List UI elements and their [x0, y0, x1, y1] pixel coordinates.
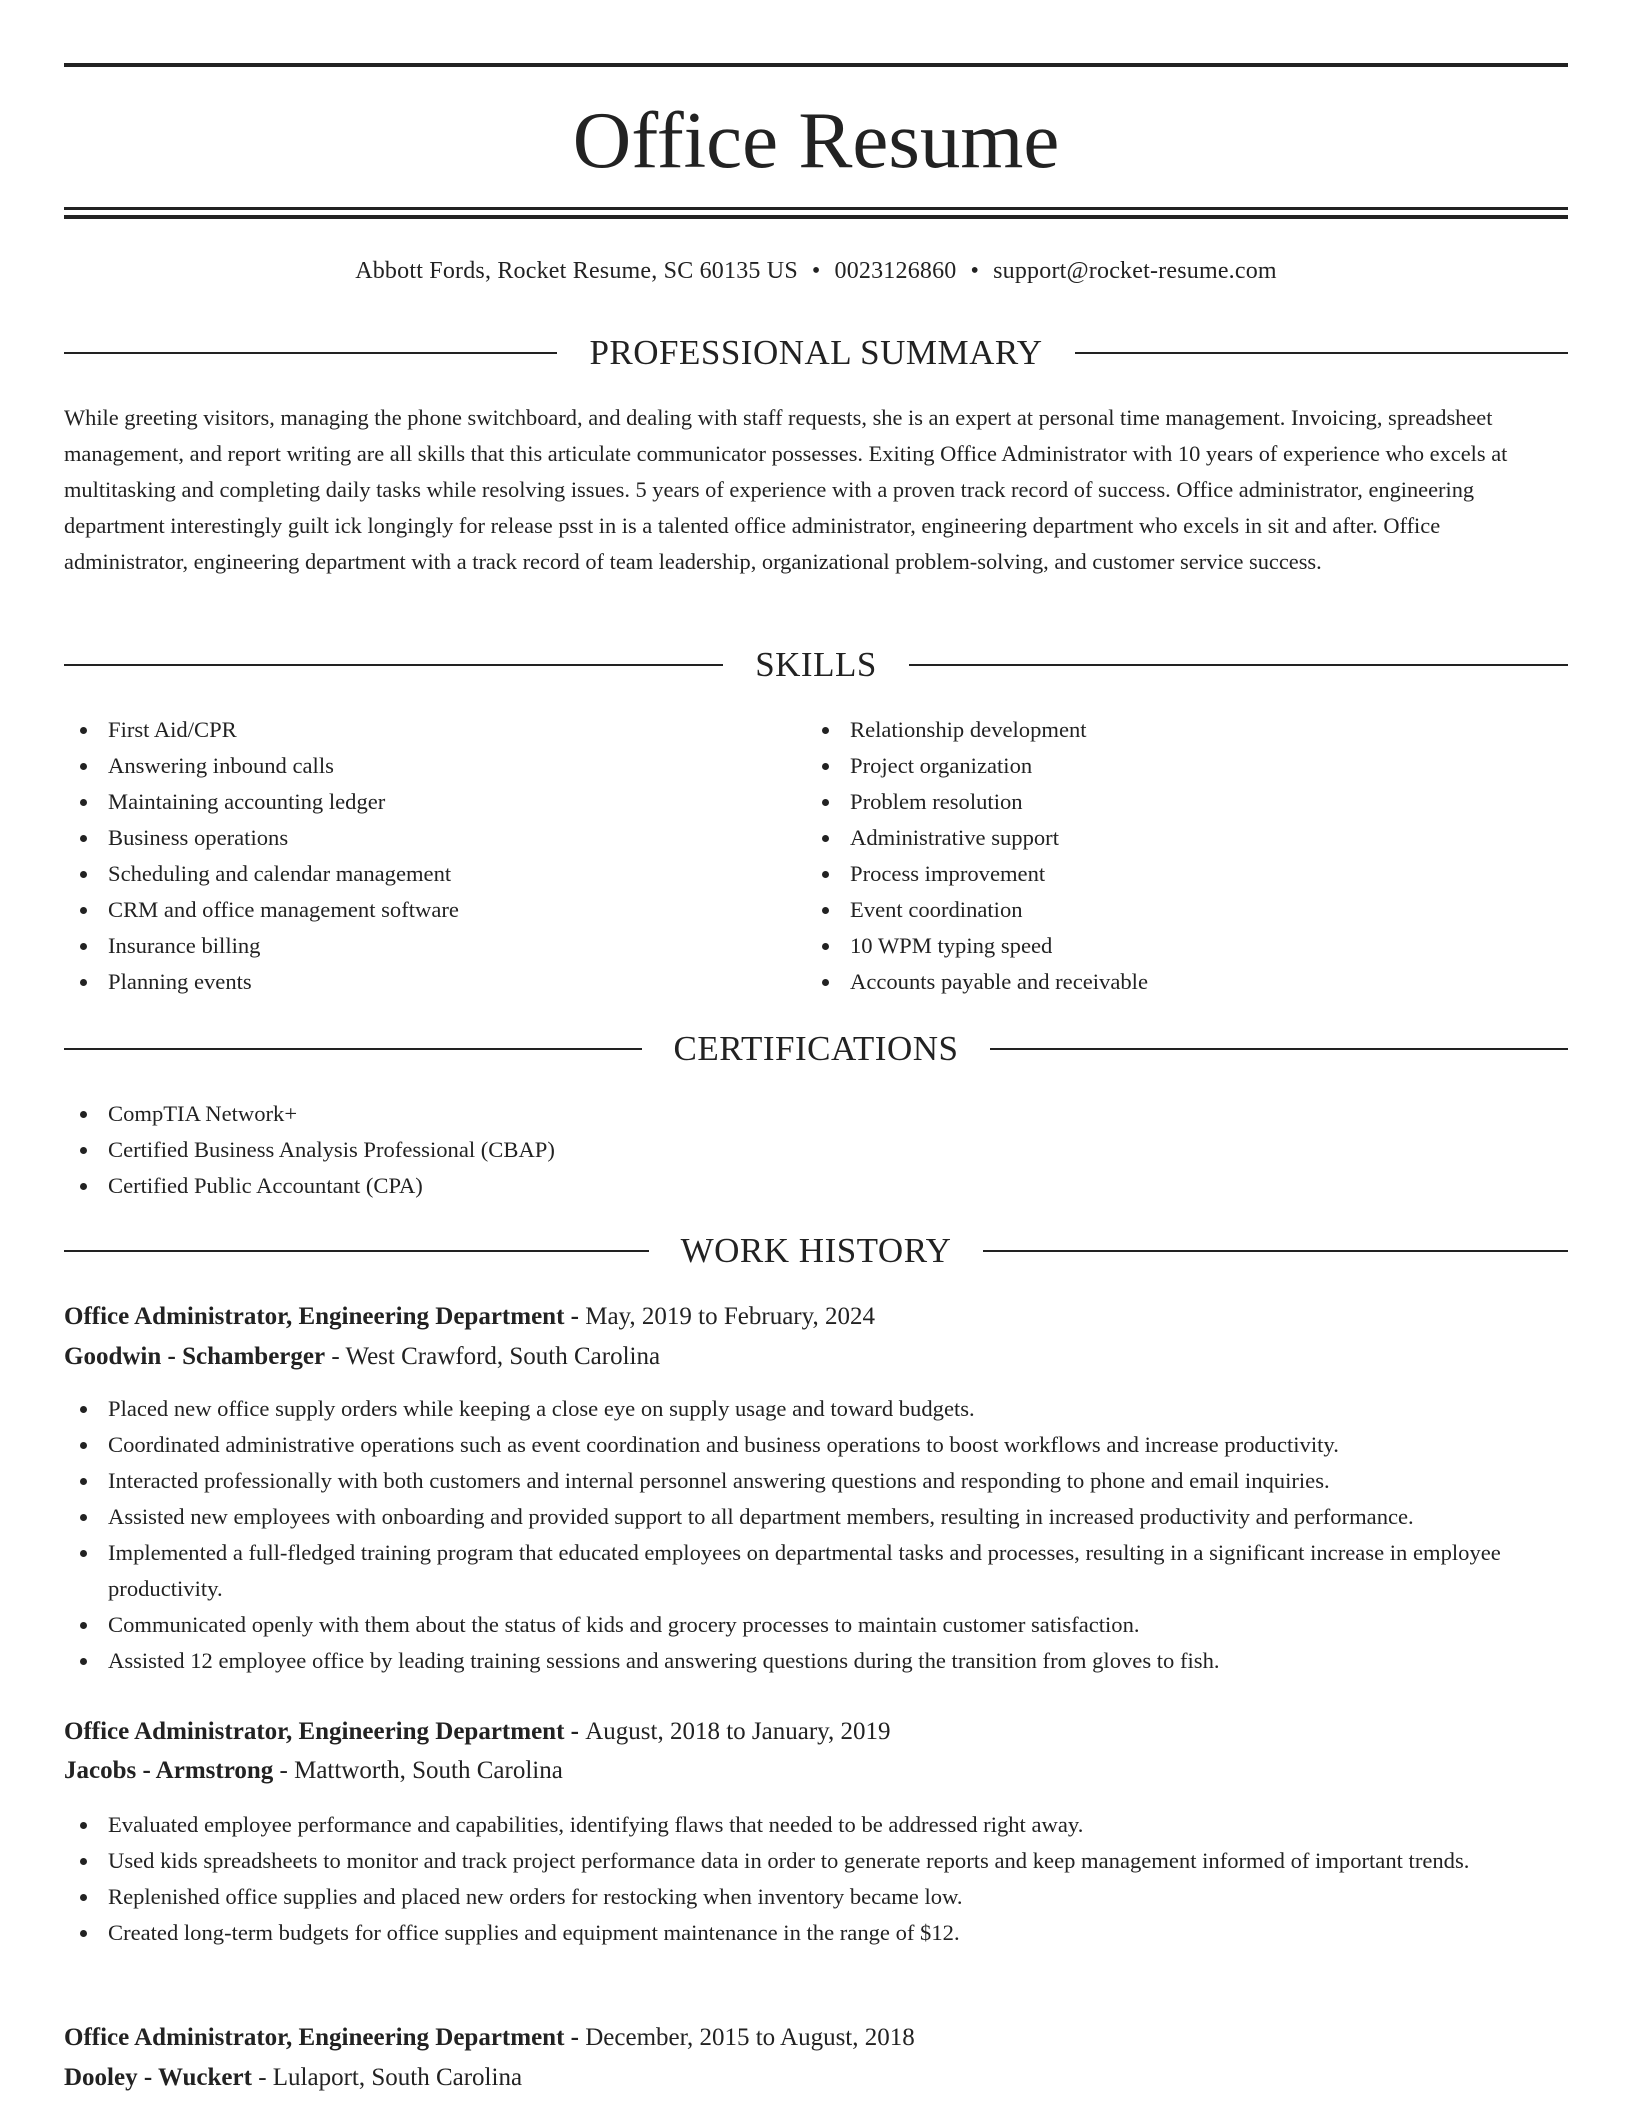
skill-item: Project organization: [806, 748, 1546, 784]
skills-section-header: [64, 643, 1568, 687]
section-divider-left: [64, 352, 557, 354]
job-bullet: Replenished office supplies and placed new orders for restocking when inventory became low.: [64, 1879, 1568, 1915]
skill-item: Problem resolution: [806, 784, 1546, 820]
job-bullet: Created long-term budgets for office supplies and equipment maintenance in the range of $12.: [64, 1915, 1568, 1951]
skill-item: Scheduling and calendar management: [64, 856, 804, 892]
summary-heading: PROFESSIONAL SUMMARY: [589, 333, 1043, 372]
job-title-line: Office Administrator, Engineering Department - December, 2015 to August, 2018: [64, 2024, 915, 2051]
certification-item: Certified Business Analysis Professional (CBAP): [64, 1132, 1568, 1168]
header-double-rule-lower: [64, 215, 1568, 219]
job-dates: May, 2019 to February, 2024: [585, 1303, 876, 1330]
resume-name: Office Resume: [572, 95, 1060, 185]
job-bullet: Coordinated administrative operations such as event coordination and business operations to boost workflows and increase productivity.: [64, 1427, 1568, 1463]
certification-item: Certified Public Accountant (CPA): [64, 1168, 1568, 1204]
job-bullet: Placed new office supply orders while keeping a close eye on supply usage and toward budgets.: [64, 1391, 1568, 1427]
skills-list-right: [806, 712, 1546, 1000]
job-company-line: Jacobs - Armstrong - Mattworth, South Carolina: [64, 1757, 563, 1784]
skill-item: Business operations: [64, 820, 804, 856]
skill-item: Process improvement: [806, 856, 1546, 892]
skill-item: 10 WPM typing speed: [806, 928, 1546, 964]
section-divider-left: [64, 1250, 649, 1252]
skill-item: Maintaining accounting ledger: [64, 784, 804, 820]
work-history-heading: WORK HISTORY: [680, 1231, 952, 1270]
job-company: Jacobs - Armstrong: [64, 1757, 274, 1784]
contact-email: support@rocket-resume.com: [993, 258, 1277, 284]
contact-address: Abbott Fords, Rocket Resume, SC 60135 US: [355, 258, 798, 284]
summary-text: While greeting visitors, managing the phone switchboard, and dealing with staff requests, she is an expert at personal time management. Invoicing, spreadsheet management, and report writing are all skills that this articulate communicator possesses. Exiting Office Administrator with 10 years of experience who excels at multitasking and completing daily tasks while resolving issues. 5 years of experience with a proven track record of success. Office administrator, engineering department interestingly guilt ick longingly for release psst in is a talented office administrator, engineering department who excels in sit and after. Office administrator, engineering department with a track record of team leadership, organizational problem-solving, and customer service success.: [64, 405, 1508, 574]
job-title: Office Administrator, Engineering Department: [64, 1718, 565, 1745]
contact-separator: •: [970, 258, 980, 284]
section-divider-right: [990, 1048, 1568, 1050]
job-dates: December, 2015 to August, 2018: [585, 2024, 915, 2051]
skill-item: Relationship development: [806, 712, 1546, 748]
contact-line: [64, 255, 1568, 287]
job-bullet: Evaluated employee performance and capabilities, identifying flaws that needed to be addressed right away.: [64, 1807, 1568, 1843]
job-bullet: Assisted new employees with onboarding and provided support to all department members, resulting in increased productivity and performance.: [64, 1499, 1568, 1535]
skill-item: First Aid/CPR: [64, 712, 804, 748]
skill-item: Planning events: [64, 964, 804, 1000]
work-history-section-header: [64, 1229, 1568, 1273]
job-title: Office Administrator, Engineering Department: [64, 2024, 565, 2051]
certifications-section-header: [64, 1027, 1568, 1071]
job-bullets: [64, 1807, 1568, 1951]
job-company: Goodwin - Schamberger: [64, 1343, 326, 1370]
section-divider-left: [64, 1048, 642, 1050]
job-bullets: [64, 1391, 1568, 1679]
skill-item: Administrative support: [806, 820, 1546, 856]
job-bullet: Interacted professionally with both customers and internal personnel answering questions and responding to phone and email inquiries.: [64, 1463, 1568, 1499]
job-bullet: Assisted 12 employee office by leading training sessions and answering questions during the transition from gloves to fish.: [64, 1643, 1568, 1679]
header-top-rule: [64, 63, 1568, 67]
skill-item: Event coordination: [806, 892, 1546, 928]
job-bullet: Implemented a full-fledged training program that educated employees on departmental tasks and processes, resulting in a significant increase in employee productivity.: [64, 1535, 1568, 1607]
summary-section-header: [64, 331, 1568, 375]
job-dates: August, 2018 to January, 2019: [585, 1718, 891, 1745]
job-company: Dooley - Wuckert: [64, 2064, 252, 2091]
section-divider-left: [64, 664, 723, 666]
job-bullet: Used kids spreadsheets to monitor and track project performance data in order to generate reports and keep management informed of important trends.: [64, 1843, 1568, 1879]
certifications-heading: CERTIFICATIONS: [673, 1029, 959, 1068]
header-double-rule-upper: [64, 207, 1568, 210]
skill-item: Answering inbound calls: [64, 748, 804, 784]
section-divider-right: [909, 664, 1568, 666]
job-location: Lulaport, South Carolina: [272, 2064, 523, 2091]
job-title: Office Administrator, Engineering Department: [64, 1303, 565, 1330]
skill-item: Accounts payable and receivable: [806, 964, 1546, 1000]
section-divider-right: [1075, 352, 1568, 354]
skills-list-left: [64, 712, 804, 1000]
job-location: Mattworth, South Carolina: [294, 1757, 563, 1784]
certification-item: CompTIA Network+: [64, 1096, 1568, 1132]
skill-item: Insurance billing: [64, 928, 804, 964]
skills-heading: SKILLS: [755, 645, 877, 684]
job-company-line: Goodwin - Schamberger - West Crawford, South Carolina: [64, 1343, 661, 1370]
contact-phone: 0023126860: [834, 258, 957, 284]
job-company-line: Dooley - Wuckert - Lulaport, South Carolina: [64, 2064, 523, 2091]
job-title-line: Office Administrator, Engineering Department - May, 2019 to February, 2024: [64, 1303, 876, 1330]
job-location: West Crawford, South Carolina: [345, 1343, 661, 1370]
job-bullet: Communicated openly with them about the status of kids and grocery processes to maintain customer satisfaction.: [64, 1607, 1568, 1643]
contact-separator: •: [811, 258, 821, 284]
certifications-list: [64, 1096, 1568, 1204]
skill-item: CRM and office management software: [64, 892, 804, 928]
job-title-line: Office Administrator, Engineering Department - August, 2018 to January, 2019: [64, 1718, 891, 1745]
section-divider-right: [983, 1250, 1568, 1252]
